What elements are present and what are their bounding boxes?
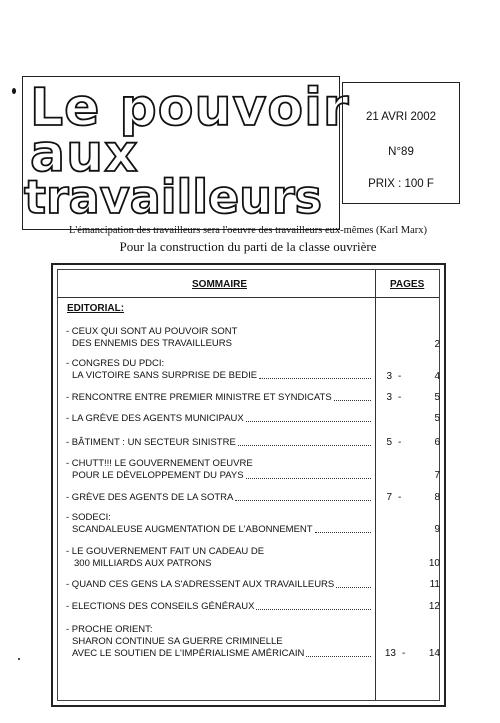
toc-entry-line: DES ENNEMIS DES TRAVAILLEURS — [72, 338, 232, 349]
dot-leader — [238, 444, 371, 446]
toc-entry-leader — [66, 392, 371, 404]
page-end: 14 — [428, 648, 440, 659]
page-range-dash: - — [398, 392, 402, 403]
toc-entry — [66, 492, 371, 504]
summary-header: SOMMAIRE — [192, 279, 247, 290]
dot-leader — [246, 477, 371, 479]
toc-entry-leader — [66, 492, 371, 504]
toc-entry — [66, 326, 371, 350]
toc-entry-line: LA VICTOIRE SANS SURPRISE DE BEDIE — [72, 370, 258, 381]
toc-entry — [66, 546, 371, 570]
dot-leader — [256, 608, 371, 610]
page-end: 10 — [428, 558, 440, 569]
masthead-title-line3: travailleurs — [24, 170, 323, 224]
toc-entry — [66, 458, 371, 482]
page-start: 3 — [386, 371, 392, 382]
toc-entry-line: - LA GRÈVE DES AGENTS MUNICIPAUX — [66, 413, 244, 424]
page-end: 8 — [434, 492, 440, 503]
tagline: L'émancipation des travailleurs sera l'oeuvre des travailleurs eux-mêmes (Karl Marx) — [68, 225, 427, 236]
page-end: 9 — [434, 524, 440, 535]
contents-table-inner — [57, 269, 440, 701]
pages-header: PAGES — [390, 279, 425, 290]
page-range-dash: - — [398, 371, 402, 382]
toc-entry-leader — [66, 648, 371, 660]
dot-leader — [334, 399, 371, 401]
toc-entry — [66, 579, 371, 591]
toc-entry — [66, 512, 371, 536]
toc-entry-line: - SODECI: — [66, 512, 111, 523]
issue-price: PRIX : 100 F — [368, 178, 434, 190]
toc-entry-line: - GRÈVE DES AGENTS DE LA SOTRA — [66, 492, 234, 503]
column-divider — [375, 270, 376, 700]
toc-entry — [66, 392, 371, 404]
toc-entry-leader — [66, 579, 371, 591]
page-end: 12 — [428, 601, 440, 612]
editorial-label: EDITORIAL: — [67, 303, 125, 314]
contents-table — [51, 263, 446, 707]
toc-entry-leader — [66, 413, 371, 425]
page-range-dash: - — [402, 648, 406, 659]
toc-entry — [66, 624, 371, 660]
page-start: 7 — [386, 492, 392, 503]
toc-entry-line: - RENCONTRE ENTRE PREMIER MINISTRE ET SYNDICATS — [66, 392, 332, 403]
toc-entry — [66, 437, 371, 449]
issue-number: N°89 — [388, 146, 414, 158]
toc-entry-line: - ELECTIONS DES CONSEILS GÉNÉRAUX — [66, 601, 255, 612]
toc-entry-leader — [66, 370, 371, 382]
toc-entry-line: - LE GOUVERNEMENT FAIT UN CADEAU DE — [66, 546, 265, 557]
toc-entry-line: 300 MILLIARDS AUX PATRONS — [74, 558, 212, 569]
toc-entry-line: - CEUX QUI SONT AU POUVOIR SONT — [66, 326, 238, 337]
header-rule — [58, 297, 439, 298]
issue-info-box — [342, 82, 460, 204]
toc-entry-leader — [66, 470, 371, 482]
dot-leader — [235, 499, 371, 501]
issue-date: 21 AVRI 2002 — [365, 111, 437, 123]
toc-entry — [66, 601, 371, 613]
toc-entry-leader — [66, 524, 371, 536]
page-end: 7 — [434, 470, 440, 481]
page-end: 5 — [434, 413, 440, 424]
dot-leader — [336, 586, 371, 588]
page-end: 2 — [434, 339, 440, 350]
page-end: 5 — [434, 392, 440, 403]
toc-entry-line: SCANDALEUSE AUGMENTATION DE L'ABONNEMENT — [72, 524, 313, 535]
toc-entry-line: SHARON CONTINUE SA GUERRE CRIMINELLE — [72, 636, 283, 647]
toc-entry-line: - CHUTT!!! LE GOUVERNEMENT OEUVRE — [66, 458, 253, 469]
toc-entry-leader — [66, 601, 371, 613]
subtagline: Pour la construction du parti de la classe ouvrière — [119, 239, 377, 254]
page-range-dash: - — [398, 437, 402, 448]
scan-speck — [12, 88, 16, 94]
toc-entry-line: - BÂTIMENT : UN SECTEUR SINISTRE — [66, 437, 236, 448]
toc-entry-line: - CONGRES DU PDCI: — [66, 358, 165, 369]
toc-entry — [66, 358, 371, 382]
toc-entry-line: AVEC LE SOUTIEN DE L'IMPÉRIALISME AMÉRICAIN — [72, 648, 305, 659]
page-start: 5 — [386, 437, 392, 448]
page-range-dash: - — [398, 492, 402, 503]
dot-leader — [259, 377, 371, 379]
scan-speck — [18, 658, 20, 660]
toc-entry-line: - QUAND CES GENS LA S'ADRESSENT AUX TRAVAILLEURS — [66, 579, 335, 590]
toc-entry — [66, 413, 371, 425]
toc-entry-leader — [66, 437, 371, 449]
masthead-title-line1: Le pouvoir — [30, 78, 350, 138]
page-end: 11 — [429, 579, 440, 590]
page-end: 6 — [434, 437, 440, 448]
page-end: 4 — [434, 371, 440, 382]
toc-entry-line: POUR LE DÉVELOPPEMENT DU PAYS — [72, 470, 244, 481]
toc-entry-line: - PROCHE ORIENT: — [66, 624, 153, 635]
dot-leader — [306, 655, 371, 657]
masthead-title-line2: aux — [30, 124, 139, 184]
dot-leader — [246, 420, 371, 422]
dot-leader — [315, 531, 371, 533]
page-start: 3 — [386, 392, 392, 403]
page-start: 13 — [384, 648, 396, 659]
